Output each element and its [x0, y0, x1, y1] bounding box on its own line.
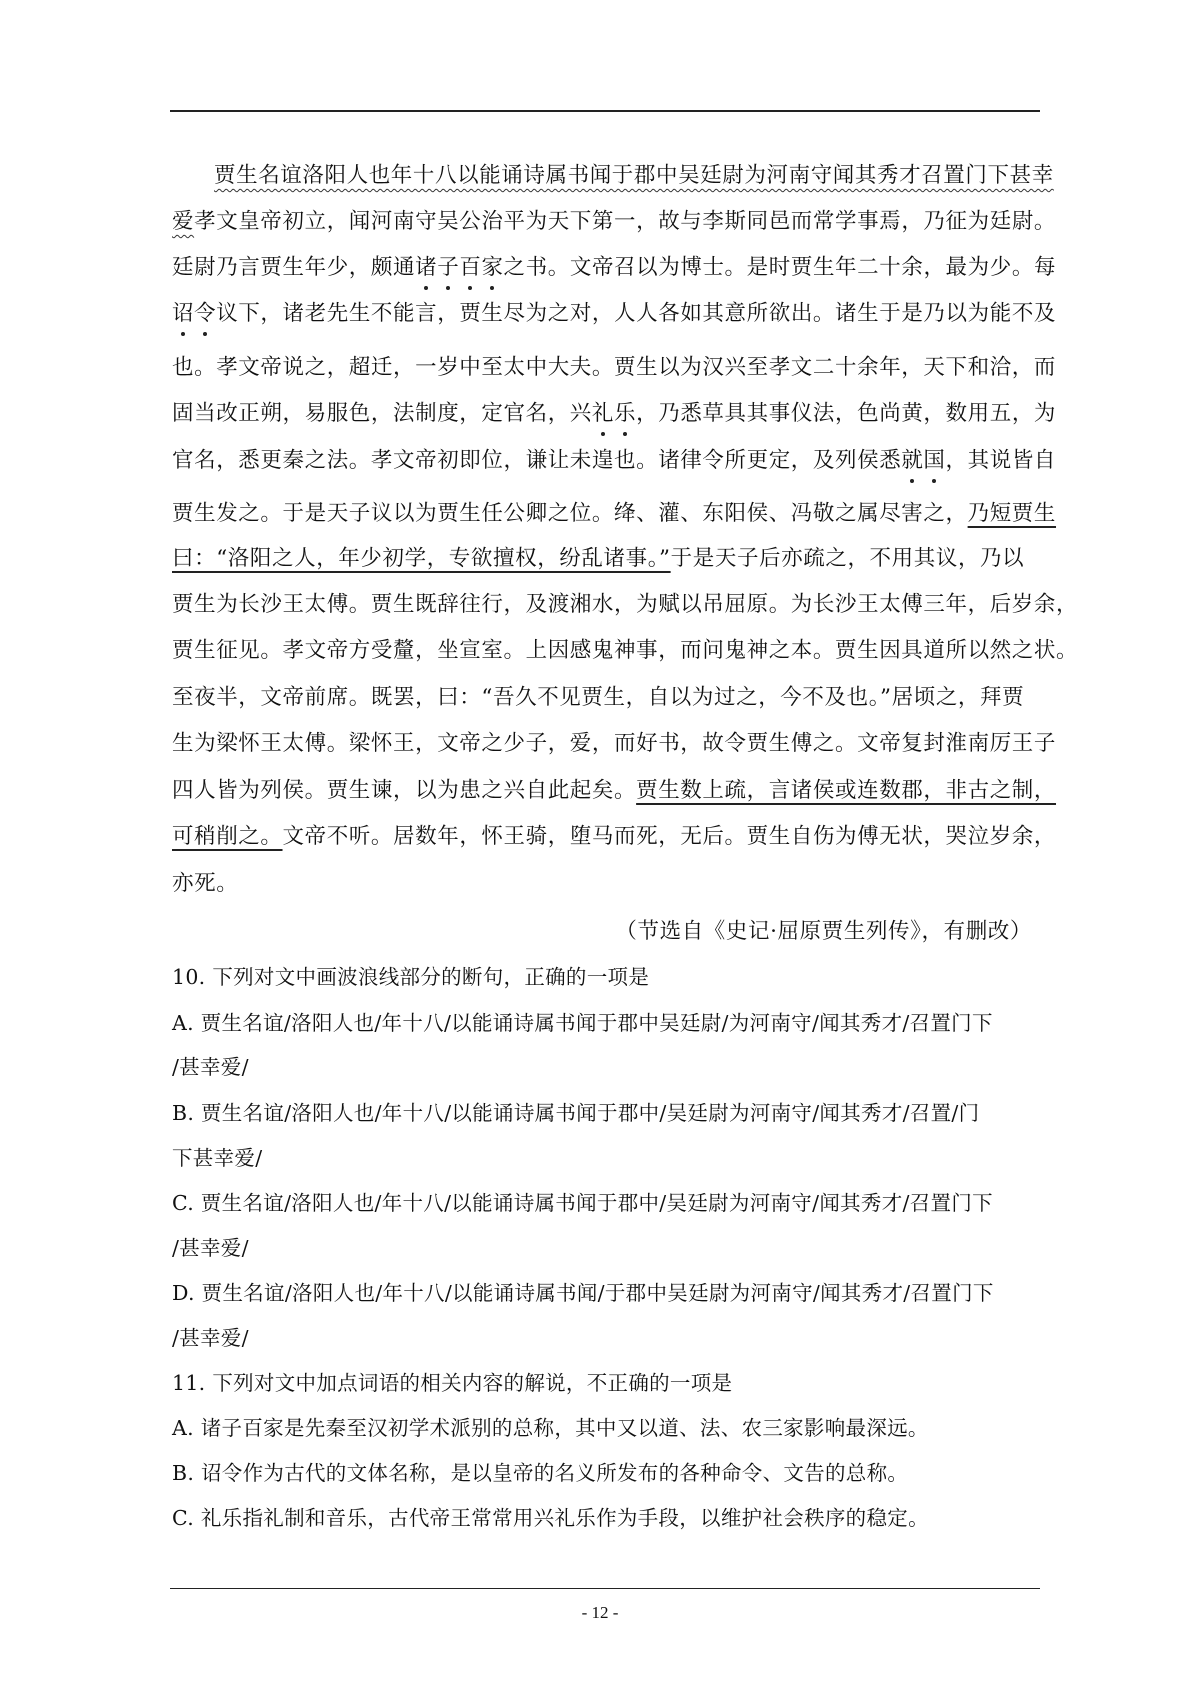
passage-text: 廷尉乃言贾生年少，颇通: [172, 255, 416, 280]
passage-text: 固当改正朔，易服色，法制度，定官名，兴: [172, 401, 592, 426]
passage-line: [172, 633, 1078, 664]
passage-line: [172, 680, 1024, 711]
passage-line: [172, 587, 1078, 618]
option-a: A. 诸子百家是先秦至汉初学术派别的总称，其中又以道、法、农三家影响最深远。: [172, 1416, 929, 1440]
passage-text: 孝文皇帝初立，闻河南守吴公治平为天下第一，故与李斯同邑而常学事焉，乃征为廷尉。: [194, 209, 1057, 234]
passage-text: 生为梁怀王太傅。梁怀王，文帝之少子，爱，而好书，故令贾生傅之。文帝复封淮南厉王子: [172, 731, 1057, 756]
option-b: B. 诏令作为古代的文体名称，是以皇帝的名义所发布的各种命令、文告的总称。: [172, 1461, 909, 1485]
question-stem: 11. 下列对文中加点词语的相关内容的解说，不正确的一项是: [172, 1371, 733, 1395]
passage-text: 于是天子后亦疏之，不用其议，乃以: [670, 546, 1025, 571]
passage-line: [172, 250, 1056, 281]
underlined-text: 贾生数上疏，言诸侯或连数郡，非古之制，: [636, 778, 1057, 803]
dotted-char: 礼: [591, 401, 615, 426]
passage-text: 也。孝文帝说之，超迁，一岁中至太中大夫。贾生以为汉兴至孝文二十余年，天下和洽，而: [172, 355, 1057, 380]
option-c: C. 礼乐指礼制和音乐，古代帝王常常用兴礼乐作为手段，以维护社会秩序的稳定。: [172, 1506, 929, 1530]
passage-line: [172, 443, 1056, 474]
passage-text: 官名，悉更秦之法。孝文帝初即位，谦让未遑也。诸律令所更定，及列侯悉: [172, 448, 902, 473]
dotted-char: 就: [901, 448, 924, 473]
footer-rule: [170, 1588, 1040, 1589]
passage-text: 议下，诸老先生不能言，贾生尽为之对，人人各如其意所欲出。诸生于是乃以为能不及: [216, 301, 1057, 326]
underlined-text: 曰：“洛阳之人，年少初学，专欲擅权，纷乱诸事。”: [172, 546, 671, 571]
passage-text: ，乃悉草具其事仪法，色尚黄，数用五，为: [636, 401, 1057, 426]
dotted-char: 令: [194, 301, 217, 326]
passage-text: 四人皆为列侯。贾生谏，以为患之兴自此起矣。: [172, 778, 637, 803]
passage-line: [172, 726, 1056, 757]
option-a: A. 贾生名谊/洛阳人也/年十八/以能诵诗属书闻于郡中吴廷尉/为河南守/闻其秀才/召置门下: [172, 1011, 993, 1035]
dotted-char: 诸: [415, 255, 438, 280]
underlined-text: 乃短贾生: [967, 501, 1057, 526]
dotted-char: 家: [481, 255, 504, 280]
question-stem: 10. 下列对文中画波浪线部分的断句，正确的一项是: [172, 965, 650, 989]
passage-line: [172, 496, 1056, 527]
passage-line: [214, 158, 1054, 189]
passage-text: 贾生征见。孝文帝方受釐，坐宣室。上因感鬼神事，而问鬼神之本。贾生因具道所以然之状。: [172, 638, 1079, 663]
option-b: B. 贾生名谊/洛阳人也/年十八/以能诵诗属书闻于郡中/吴廷尉为河南守/闻其秀才/召置/门: [172, 1101, 980, 1125]
passage-text: ，其说皆自: [945, 448, 1057, 473]
dotted-char: 乐: [614, 401, 637, 426]
passage-line: [172, 296, 1056, 327]
passage-line: [172, 773, 1056, 804]
passage-line: [172, 819, 1056, 850]
dotted-char: 国: [923, 448, 946, 473]
option-d: D. 贾生名谊/洛阳人也/年十八/以能诵诗属书闻/于郡中吴廷尉为河南守/闻其秀才/召置门下: [172, 1281, 994, 1305]
passage-text: 贾生为长沙王太傅。贾生既辞往行，及渡湘水，为赋以吊屈原。为长沙王太傅三年，后岁余，: [172, 592, 1079, 617]
wavy-underlined-text: 爱: [172, 209, 195, 234]
option-c: C. 贾生名谊/洛阳人也/年十八/以能诵诗属书闻于郡中/吴廷尉为河南守/闻其秀才/召置门下: [172, 1191, 993, 1215]
passage-source: （节选自《史记·屈原贾生列传》，有删改）: [615, 919, 1032, 944]
dotted-char: 子: [437, 255, 460, 280]
passage-line: [172, 350, 1056, 381]
passage-text: 贾生发之。于是天子议以为贾生任公卿之位。绛、灌、东阳侯、冯敬之属尽害之，: [172, 501, 968, 526]
passage-line: [172, 866, 238, 897]
passage-text: 至夜半，文帝前席。既罢，曰：“吾久不见贾生，自以为过之，今不及也。”居顷之，拜贾: [172, 685, 1025, 710]
option-c-continued: /甚幸爱/: [172, 1236, 249, 1260]
dotted-char: 诏: [172, 301, 195, 326]
passage-line: [172, 541, 1024, 572]
passage-line: [172, 204, 1056, 235]
passage-line: [172, 396, 1056, 427]
underlined-text: 可稍削之。: [172, 824, 283, 849]
header-rule: [170, 110, 1040, 112]
dotted-char: 百: [459, 255, 482, 280]
option-b-continued: 下甚幸爱/: [172, 1146, 263, 1170]
passage-text: 之书。文帝召以为博士。是时贾生年二十余，最为少。每: [503, 255, 1057, 280]
passage-text: 亦死。: [172, 871, 239, 896]
page-number: - 12 -: [581, 1603, 619, 1622]
wavy-underlined-text: 贾生名谊洛阳人也年十八以能诵诗属书闻于郡中吴廷尉为河南守闻其秀才召置门下甚幸: [214, 163, 1054, 188]
passage-text: 文帝不听。居数年，怀王骑，堕马而死，无后。贾生自伤为傅无状，哭泣岁余，: [282, 824, 1057, 849]
option-d-continued: /甚幸爱/: [172, 1326, 249, 1350]
option-a-continued: /甚幸爱/: [172, 1055, 249, 1079]
